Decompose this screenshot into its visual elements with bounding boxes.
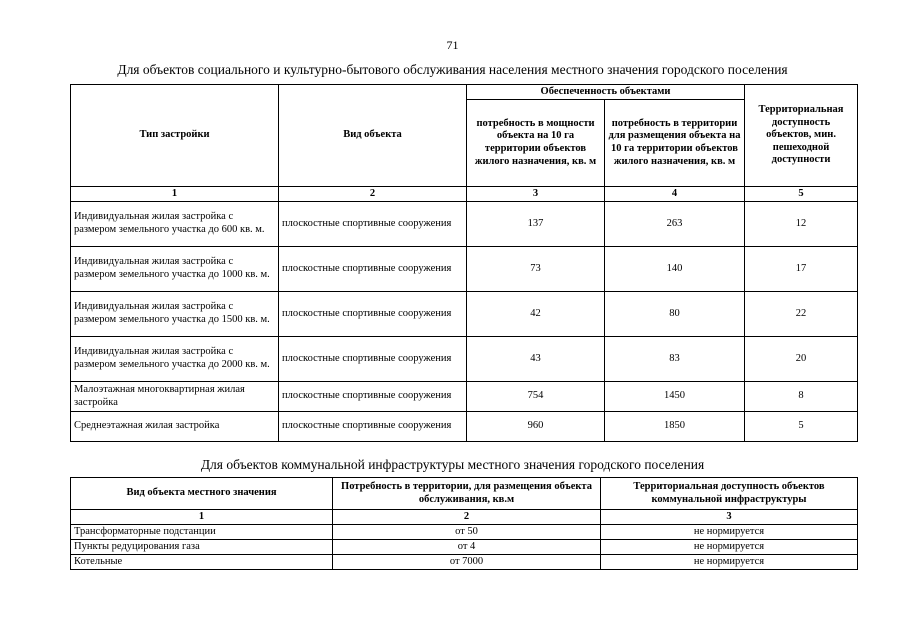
header-provision-group: Обеспеченность объектами: [467, 85, 745, 100]
table-row: [71, 525, 858, 540]
cell-type: Индивидуальная жилая застройка с размером земельного участка до 1500 кв. м.: [71, 292, 279, 337]
cell-access: 20: [745, 337, 858, 382]
index-cell: 3: [467, 187, 605, 202]
cell-type: Индивидуальная жилая застройка с размером земельного участка до 600 кв. м.: [71, 202, 279, 247]
table-row: [71, 247, 858, 292]
cell-object: плоскостные спортивные сооружения: [279, 292, 467, 337]
index-cell: 4: [605, 187, 745, 202]
cell-access: не нормируется: [601, 555, 858, 570]
header-territory: потребность в территории для размещения объекта на 10 га территории объектов жилого назначения, кв. м: [605, 100, 745, 187]
cell-object: плоскостные спортивные сооружения: [279, 337, 467, 382]
cell-access: 12: [745, 202, 858, 247]
cell-object: плоскостные спортивные сооружения: [279, 247, 467, 292]
table-row: [71, 202, 858, 247]
header-object: Вид объекта: [279, 85, 467, 187]
cell-capacity: 754: [467, 382, 605, 412]
section2-caption: Для объектов коммунальной инфраструктуры местного значения городского поселения: [200, 457, 705, 472]
cell-object: плоскостные спортивные сооружения: [279, 202, 467, 247]
header-capacity: потребность в мощности объекта на 10 га территории объектов жилого назначения, кв. м: [467, 100, 605, 187]
cell-territory: 1450: [605, 382, 745, 412]
cell-type: Среднеэтажная жилая застройка: [71, 412, 279, 442]
cell-territory: от 4: [333, 540, 601, 555]
table-row: [71, 540, 858, 555]
table-row: [71, 555, 858, 570]
cell-territory: 1850: [605, 412, 745, 442]
cell-object: Трансформаторные подстанции: [71, 525, 333, 540]
cell-type: Малоэтажная многоквартирная жилая застройка: [71, 382, 279, 412]
cell-capacity: 43: [467, 337, 605, 382]
header-utility-territory: Потребность в территории, для размещения объекта обслуживания, кв.м: [333, 478, 601, 510]
cell-territory: от 50: [333, 525, 601, 540]
cell-object: плоскостные спортивные сооружения: [279, 382, 467, 412]
utility-facilities-table: [70, 477, 858, 570]
index-cell: 2: [333, 510, 601, 525]
cell-object: Котельные: [71, 555, 333, 570]
cell-territory: 140: [605, 247, 745, 292]
table-row: [71, 382, 858, 412]
cell-access: 22: [745, 292, 858, 337]
header-access: Территориальная доступность объектов, мин. пешеходной доступности: [745, 85, 858, 187]
index-cell: 5: [745, 187, 858, 202]
table-row: [71, 292, 858, 337]
cell-type: Индивидуальная жилая застройка с размером земельного участка до 2000 кв. м.: [71, 337, 279, 382]
cell-access: 17: [745, 247, 858, 292]
cell-territory: 263: [605, 202, 745, 247]
cell-access: 5: [745, 412, 858, 442]
section1-caption: Для объектов социального и культурно-бытового обслуживания населения местного значения городского поселения: [117, 62, 788, 77]
cell-capacity: 73: [467, 247, 605, 292]
cell-access: 8: [745, 382, 858, 412]
index-row: [71, 510, 858, 525]
index-cell: 1: [71, 510, 333, 525]
header-type: Тип застройки: [71, 85, 279, 187]
cell-territory: 83: [605, 337, 745, 382]
table-row: [71, 412, 858, 442]
page-number: 71: [446, 38, 459, 52]
cell-capacity: 137: [467, 202, 605, 247]
cell-access: не нормируется: [601, 540, 858, 555]
header-utility-object: Вид объекта местного значения: [71, 478, 333, 510]
header-utility-access: Территориальная доступность объектов коммунальной инфраструктуры: [601, 478, 858, 510]
cell-capacity: 42: [467, 292, 605, 337]
social-facilities-table: [70, 84, 858, 442]
table-row: [71, 337, 858, 382]
cell-object: Пункты редуцирования газа: [71, 540, 333, 555]
index-cell: 3: [601, 510, 858, 525]
cell-territory: 80: [605, 292, 745, 337]
index-row: [71, 187, 858, 202]
cell-type: Индивидуальная жилая застройка с размером земельного участка до 1000 кв. м.: [71, 247, 279, 292]
cell-access: не нормируется: [601, 525, 858, 540]
index-cell: 1: [71, 187, 279, 202]
cell-territory: от 7000: [333, 555, 601, 570]
index-cell: 2: [279, 187, 467, 202]
cell-object: плоскостные спортивные сооружения: [279, 412, 467, 442]
cell-capacity: 960: [467, 412, 605, 442]
